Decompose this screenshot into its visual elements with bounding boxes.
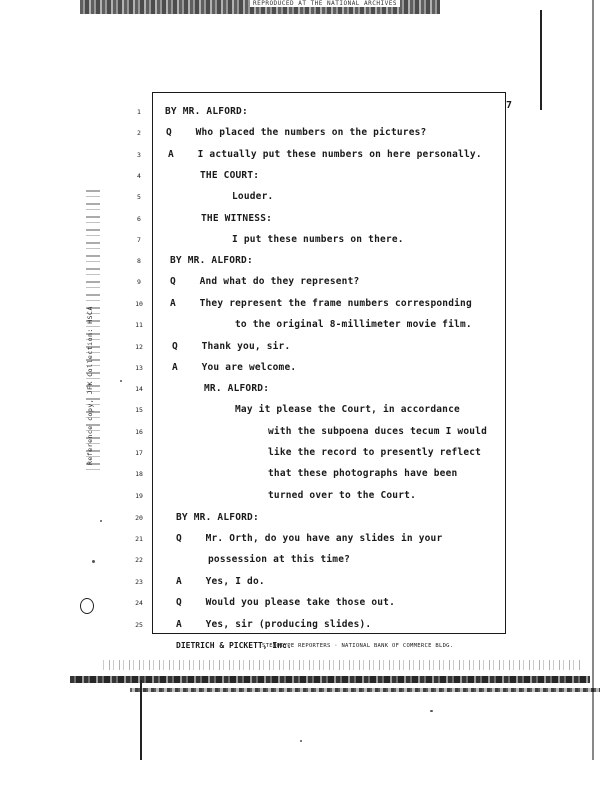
transcript-line: to the original 8-millimeter movie film. xyxy=(235,319,472,330)
reporter-detail: STENOTYPE REPORTERS · NATIONAL BANK OF COMMERCE BLDG. xyxy=(262,643,454,649)
line-number: 14 xyxy=(135,385,143,393)
archive-stamp: REPRODUCED AT THE NATIONAL ARCHIVES xyxy=(250,0,400,7)
scan-speck xyxy=(300,740,302,742)
line-number: 21 xyxy=(135,535,143,543)
line-number: 16 xyxy=(135,428,143,436)
transcript-line: that these photographs have been xyxy=(268,468,458,479)
line-number: 22 xyxy=(135,556,143,564)
scan-speck xyxy=(100,520,102,522)
transcript-line: Q Mr. Orth, do you have any slides in your xyxy=(176,533,443,544)
line-number: 23 xyxy=(135,578,143,586)
transcript-line: A You are welcome. xyxy=(172,362,297,373)
scan-noise-band xyxy=(130,688,600,692)
line-number: 12 xyxy=(135,343,143,351)
page-number: 7 xyxy=(506,100,513,111)
line-number: 17 xyxy=(135,449,143,457)
transcript-line: Louder. xyxy=(232,191,274,202)
line-number: 11 xyxy=(135,321,143,329)
transcript-line: I put these numbers on there. xyxy=(232,234,404,245)
line-number: 9 xyxy=(137,278,141,286)
transcript-line: A Yes, sir (producing slides). xyxy=(176,619,372,630)
scan-noise-band xyxy=(70,676,590,683)
transcript-line: THE WITNESS: xyxy=(201,213,273,224)
line-number: 24 xyxy=(135,599,143,607)
line-number: 20 xyxy=(135,514,143,522)
transcript-line: BY MR. ALFORD: xyxy=(170,255,253,266)
line-number: 6 xyxy=(137,215,141,223)
transcript-line: with the subpoena duces tecum I would xyxy=(268,426,488,437)
transcript-line: possession at this time? xyxy=(208,554,351,565)
punch-hole xyxy=(80,598,94,614)
scan-edge-line xyxy=(140,680,142,760)
scan-speck xyxy=(430,710,433,712)
line-number: 25 xyxy=(135,621,143,629)
line-number: 10 xyxy=(135,300,143,308)
transcript-line: Q Thank you, sir. xyxy=(172,341,291,352)
transcript-line: Q Who placed the numbers on the pictures? xyxy=(166,127,427,138)
transcript-line: MR. ALFORD: xyxy=(204,383,270,394)
transcript-line: turned over to the Court. xyxy=(268,490,416,501)
line-number: 8 xyxy=(137,257,141,265)
line-number: 3 xyxy=(137,151,141,159)
transcript-line: May it please the Court, in accordance xyxy=(235,404,460,415)
line-number: 15 xyxy=(135,406,143,414)
transcript-line: THE COURT: xyxy=(200,170,260,181)
line-number: 4 xyxy=(137,172,141,180)
transcript-line: like the record to presently reflect xyxy=(268,447,482,458)
line-number: 7 xyxy=(137,236,141,244)
scan-speck xyxy=(120,380,122,382)
line-number: 5 xyxy=(137,193,141,201)
transcript-line: A Yes, I do. xyxy=(176,576,265,587)
line-number: 1 xyxy=(137,108,141,116)
scan-noise-band xyxy=(100,660,580,670)
reporter-company: DIETRICH & PICKETT, Inc. xyxy=(176,641,292,650)
transcript-line: BY MR. ALFORD: xyxy=(165,106,248,117)
side-note: Reference copy, JFK Collection: HSCA xyxy=(86,306,94,465)
transcript-line: A They represent the frame numbers corresponding xyxy=(170,298,472,309)
scan-speck xyxy=(92,560,95,563)
line-number: 2 xyxy=(137,129,141,137)
transcript-line: A I actually put these numbers on here personally. xyxy=(168,149,482,160)
scan-edge-line-right xyxy=(592,0,594,760)
line-number: 18 xyxy=(135,470,143,478)
line-number: 19 xyxy=(135,492,143,500)
transcript-line: BY MR. ALFORD: xyxy=(176,512,259,523)
scan-edge-line xyxy=(540,10,542,110)
transcript-line: Q And what do they represent? xyxy=(170,276,360,287)
line-number: 13 xyxy=(135,364,143,372)
transcript-line: Q Would you please take those out. xyxy=(176,597,396,608)
